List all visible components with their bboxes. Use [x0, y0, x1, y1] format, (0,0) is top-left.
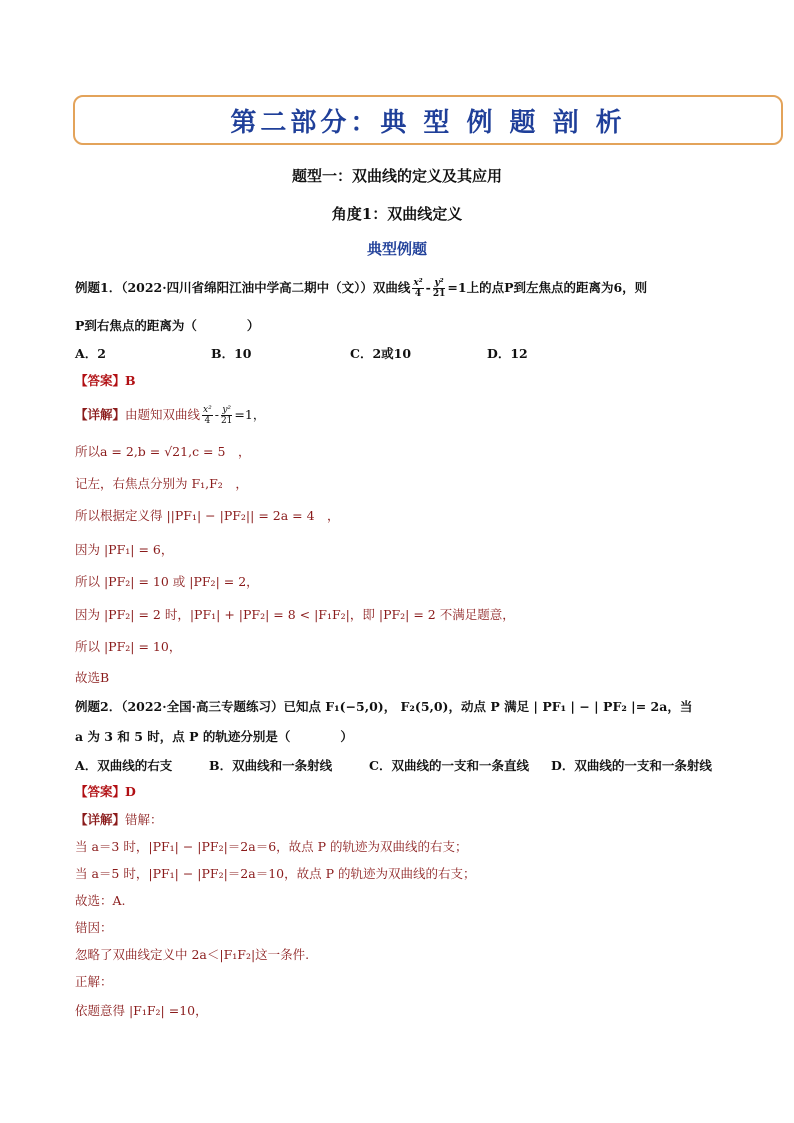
example2-text1: （2022·全国·高三专题练习）已知点 F₁(−5,0)， F₂(5,0)，动点 P 满足 | PF₁ | − | PF₂ |= 2a，当 — [121, 699, 693, 714]
ex2-line-5: 忽略了双曲线定义中 2a＜|F₁F₂|这一条件. — [75, 947, 310, 962]
example1-label: 例题1． — [75, 280, 122, 295]
example1-detail — [75, 405, 265, 426]
section-banner — [73, 95, 783, 145]
detail-label: 【详解】 — [75, 812, 126, 827]
example1-source: （2022·四川省绵阳江油中学高二期中（文））双曲线 — [121, 280, 411, 295]
fraction-numerator: x² — [413, 278, 423, 288]
fraction-denominator: 21 — [432, 289, 446, 299]
equation-rhs: =1 — [447, 280, 467, 295]
examples-heading: 典型例题 — [366, 240, 427, 258]
angle-heading: 角度1：双曲线定义 — [331, 205, 463, 223]
example1-rest: 上的点P到左焦点的距离为6，则 — [466, 280, 648, 295]
option-c: C．双曲线的一支和一条直线 — [369, 758, 529, 773]
step-1: 所以a = 2,b = √21,c = 5 ， — [75, 444, 251, 459]
step-5: 所以 |PF₂| = 10 或 |PF₂| = 2， — [75, 574, 259, 589]
minus-sign: - — [214, 407, 219, 422]
detail-text: 错解： — [125, 812, 163, 827]
example1-question-line2: P到右焦点的距离为（ ） — [75, 318, 260, 333]
example2-detail — [75, 810, 163, 828]
option-d: D．双曲线的一支和一条射线 — [551, 758, 712, 773]
topic-heading: 题型一：双曲线的定义及其应用 — [291, 167, 502, 185]
example2-question-line2: a 为 3 和 5 时，点 P 的轨迹分别是（ ） — [75, 729, 353, 744]
example1-question-line1 — [75, 278, 647, 299]
example1-fraction-x — [412, 278, 423, 299]
step-6: 因为 |PF₂| = 2 时，|PF₁| + |PF₂| = 8 < |F₁F₂|，即 |PF₂| = 2 不满足题意， — [75, 607, 515, 622]
ex2-line-3: 故选：A. — [75, 893, 126, 908]
example1-fraction-y — [433, 278, 446, 299]
fraction-denominator: 4 — [204, 416, 211, 426]
option-a: A．2 — [75, 346, 106, 361]
example2-label: 例题2． — [75, 699, 122, 714]
banner-title: 第二部分：典 型 例 题 剖 析 — [230, 107, 626, 138]
detail-label: 【详解】 — [75, 407, 126, 422]
ex2-line-6: 正解： — [75, 974, 113, 989]
ex2-line-2: 当 a＝5 时，|PF₁| − |PF₂|＝2a＝10，故点 P 的轨迹为双曲线的右支； — [75, 866, 476, 881]
detail-fraction-x — [202, 405, 213, 426]
step-3: 所以根据定义得 ||PF₁| − |PF₂|| = 2a = 4 ， — [75, 508, 340, 523]
example1-options — [75, 344, 528, 362]
fraction-denominator: 21 — [220, 416, 233, 426]
step-4: 因为 |PF₁| = 6， — [75, 542, 174, 557]
fraction-denominator: 4 — [414, 289, 422, 299]
ex2-line-4: 错因： — [75, 920, 113, 935]
example2-answer: 【答案】D — [75, 784, 136, 799]
option-b: B．10 — [211, 346, 252, 361]
step-8: 故选B — [75, 670, 110, 685]
fraction-numerator: x² — [203, 405, 212, 415]
detail-text: 由题知双曲线 — [125, 407, 201, 422]
option-c: C．2或10 — [350, 346, 412, 361]
option-d: D．12 — [487, 346, 528, 361]
example2-question-line1 — [75, 697, 692, 715]
equation-rhs: =1， — [234, 407, 266, 422]
option-b: B．双曲线和一条射线 — [209, 758, 333, 773]
ex2-line-1: 当 a＝3 时，|PF₁| − |PF₂|＝2a＝6，故点 P 的轨迹为双曲线的右支； — [75, 839, 468, 854]
ex2-line-7: 依题意得 |F₁F₂| =10， — [75, 1003, 208, 1018]
step-7: 所以 |PF₂| = 10， — [75, 639, 182, 654]
example2-options — [75, 756, 712, 774]
step-2: 记左，右焦点分别为 F₁,F₂ ， — [75, 476, 248, 491]
fraction-numerator: y² — [222, 405, 232, 415]
detail-fraction-y — [221, 405, 232, 426]
option-a: A．双曲线的右支 — [75, 758, 173, 773]
example1-answer: 【答案】B — [75, 373, 136, 388]
minus-sign: - — [425, 280, 431, 295]
fraction-numerator: y² — [434, 278, 444, 288]
